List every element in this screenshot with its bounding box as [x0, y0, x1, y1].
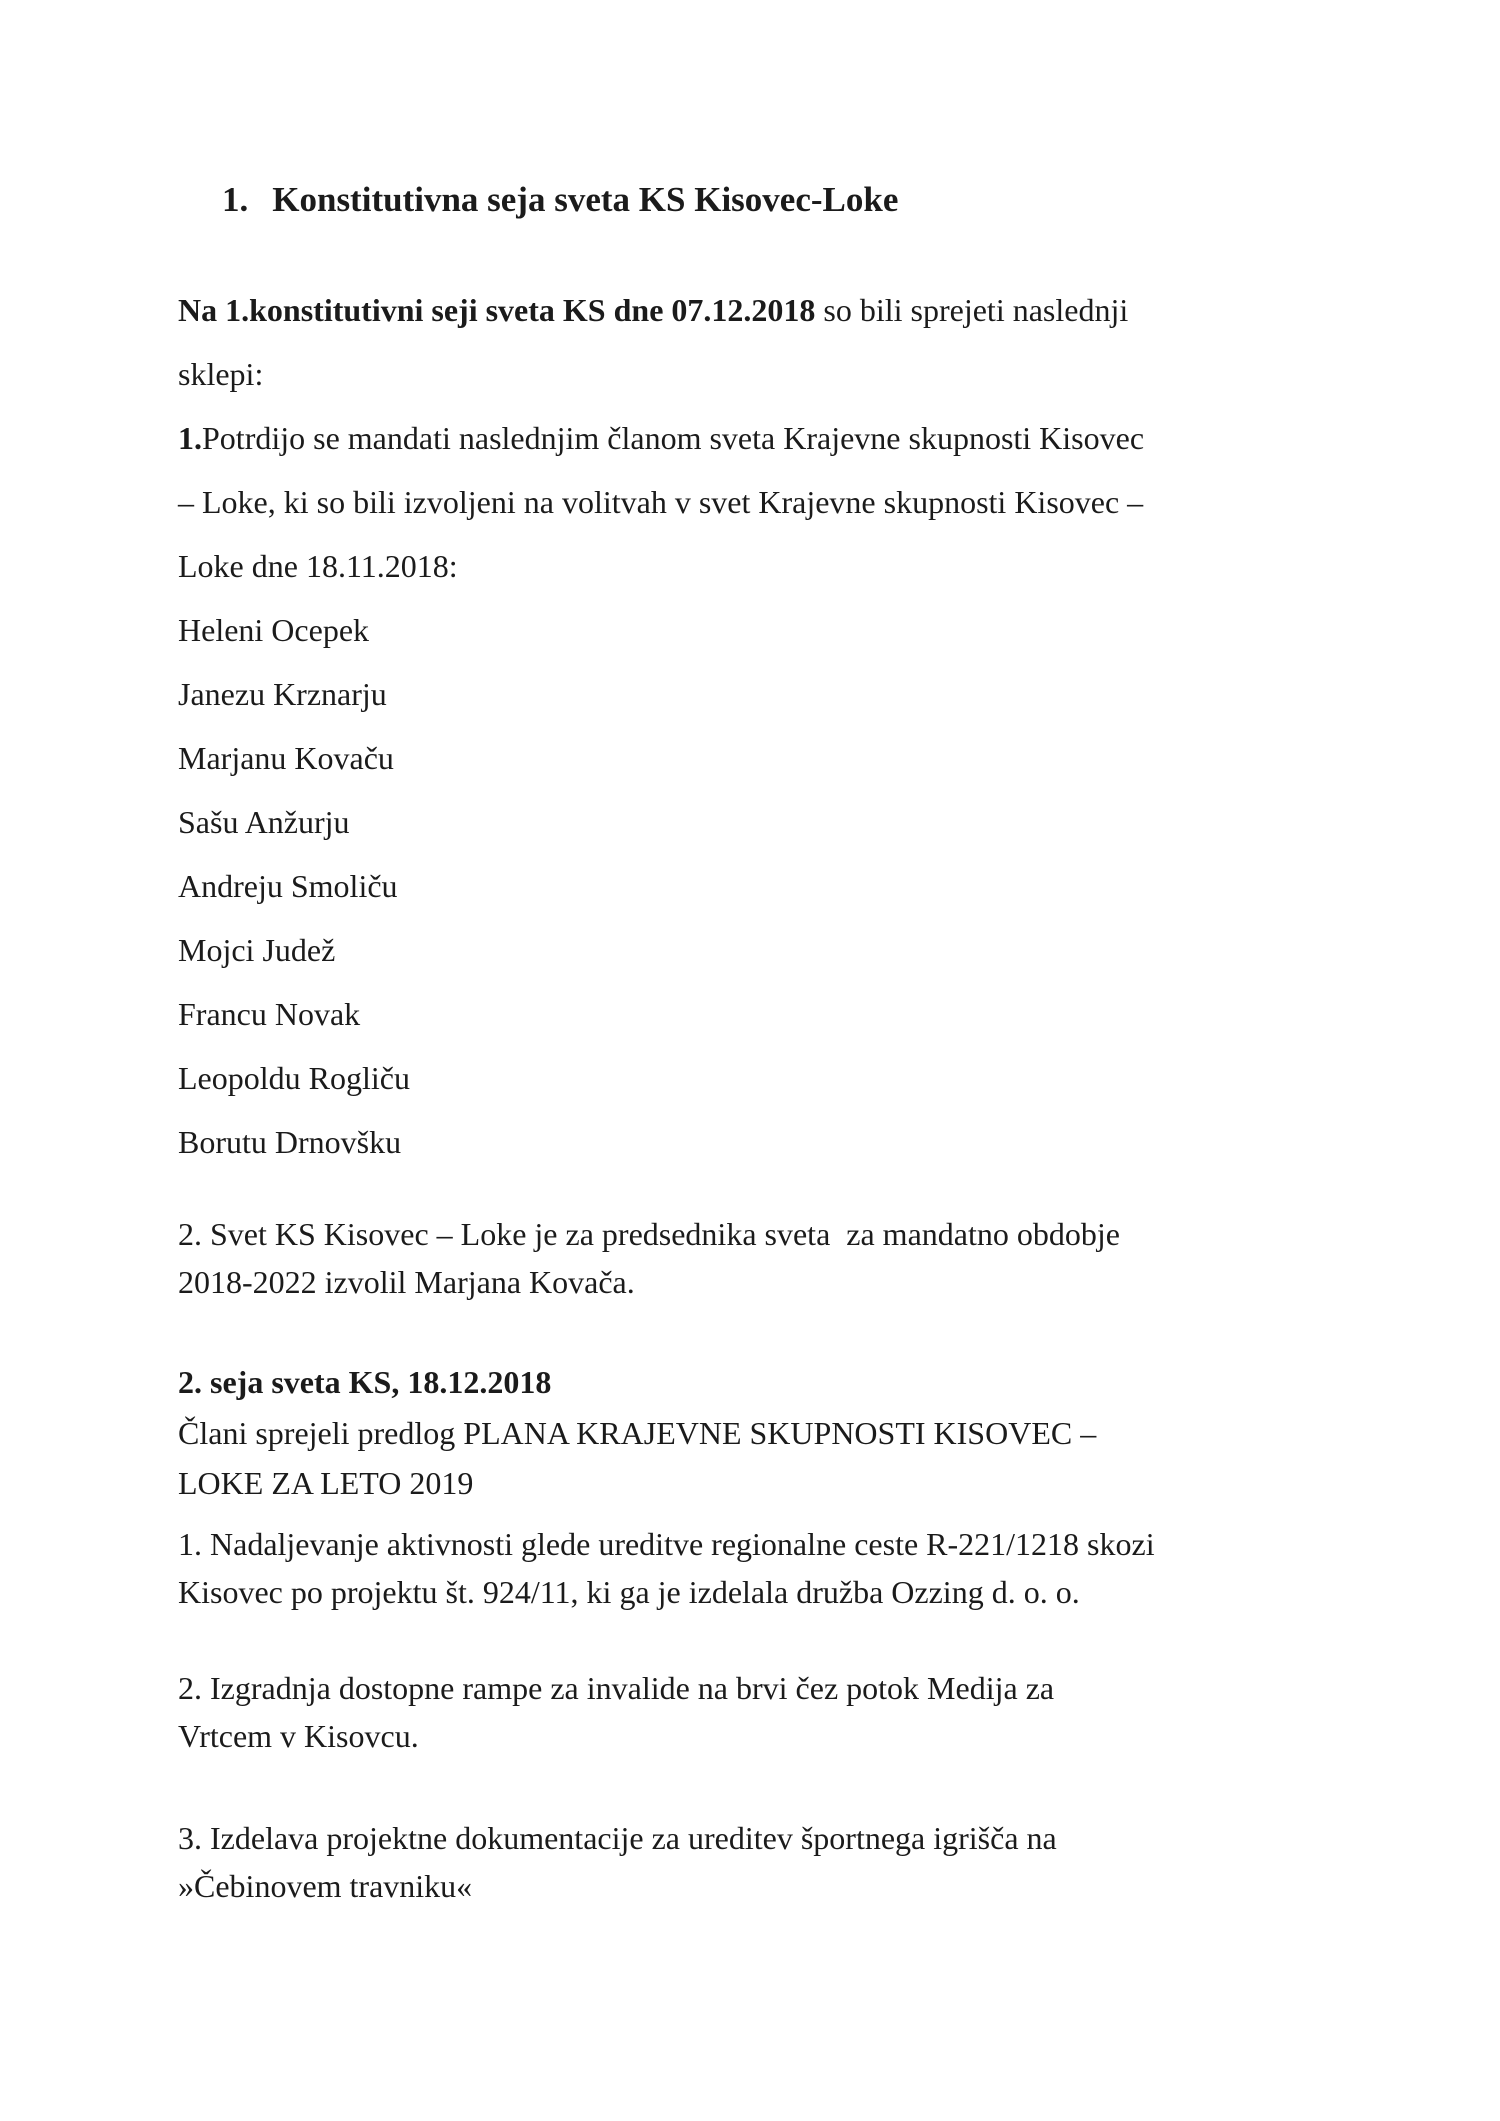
- intro-section: [178, 278, 1300, 1174]
- session2-item-3: [178, 1814, 1300, 1910]
- council-member-name: Sašu Anžurju: [178, 804, 350, 840]
- council-member-name: Francu Novak: [178, 996, 361, 1032]
- item3-line-2: »Čebinovem travniku«: [178, 1868, 473, 1904]
- session2-item-1: [178, 1520, 1300, 1616]
- council-member-name: Janezu Krznarju: [178, 676, 387, 712]
- intro-line-1: [178, 278, 1300, 342]
- point2-paragraph: [178, 1210, 1300, 1306]
- plan-line-2: LOKE ZA LETO 2019: [178, 1465, 474, 1501]
- council-member-name: Mojci Judež: [178, 932, 336, 968]
- session2-item-2: [178, 1664, 1300, 1760]
- session2-plan-paragraph: [178, 1408, 1300, 1508]
- item1-line-2: Kisovec po projektu št. 924/11, ki ga je izdelala družba Ozzing d. o. o.: [178, 1574, 1080, 1610]
- plan-line-1: [178, 1408, 1300, 1458]
- session2-heading: [178, 1358, 1300, 1406]
- session2-heading-text: 2. seja sveta KS, 18.12.2018: [178, 1364, 552, 1400]
- council-member-name: Leopoldu Rogliču: [178, 1060, 410, 1096]
- council-member-name: Heleni Ocepek: [178, 612, 370, 648]
- council-member-name: Marjanu Kovaču: [178, 740, 394, 776]
- page-title: [178, 178, 1300, 222]
- intro-line-1-rest: so bili sprejeti naslednji: [815, 292, 1129, 328]
- point1-number: 1.: [178, 420, 202, 456]
- point1-line-2: – Loke, ki so bili izvoljeni na volitvah v svet Krajevne skupnosti Kisovec –: [178, 484, 1144, 520]
- council-member-name: Andreju Smoliču: [178, 868, 398, 904]
- item2-line-2: Vrtcem v Kisovcu.: [178, 1718, 419, 1754]
- item3-line-1: 3. Izdelava projektne dokumentacije za ureditev športnega igrišča na: [178, 1820, 1057, 1856]
- plan-line-1-regular: Člani sprejeli predlog: [178, 1415, 464, 1451]
- council-member-name: Borutu Drnovšku: [178, 1124, 402, 1160]
- item2-line-1: 2. Izgradnja dostopne rampe za invalide na brvi čez potok Medija za: [178, 1670, 1055, 1706]
- point2-line-2: 2018-2022 izvolil Marjana Kovača.: [178, 1264, 635, 1300]
- plan-line-1-caps: PLANA KRAJEVNE SKUPNOSTI KISOVEC –: [463, 1415, 1097, 1451]
- intro-line-2: sklepi:: [178, 356, 264, 392]
- title-text: Konstitutivna seja sveta KS Kisovec-Loke: [272, 180, 899, 219]
- point1-line-1-rest: Potrdijo se mandati naslednjim članom sveta Krajevne skupnosti Kisovec: [202, 420, 1145, 456]
- point1-line-3: Loke dne 18.11.2018:: [178, 548, 458, 584]
- point1-line-1: [178, 406, 1300, 470]
- item1-line-1: 1. Nadaljevanje aktivnosti glede ureditve regionalne ceste R-221/1218 skozi: [178, 1526, 1155, 1562]
- intro-line-1-bold: Na 1.konstitutivni seji sveta KS dne 07.12.2018: [178, 292, 816, 328]
- title-number: 1.: [222, 180, 249, 219]
- point2-line-1: 2. Svet KS Kisovec – Loke je za predsednika sveta za mandatno obdobje: [178, 1216, 1120, 1252]
